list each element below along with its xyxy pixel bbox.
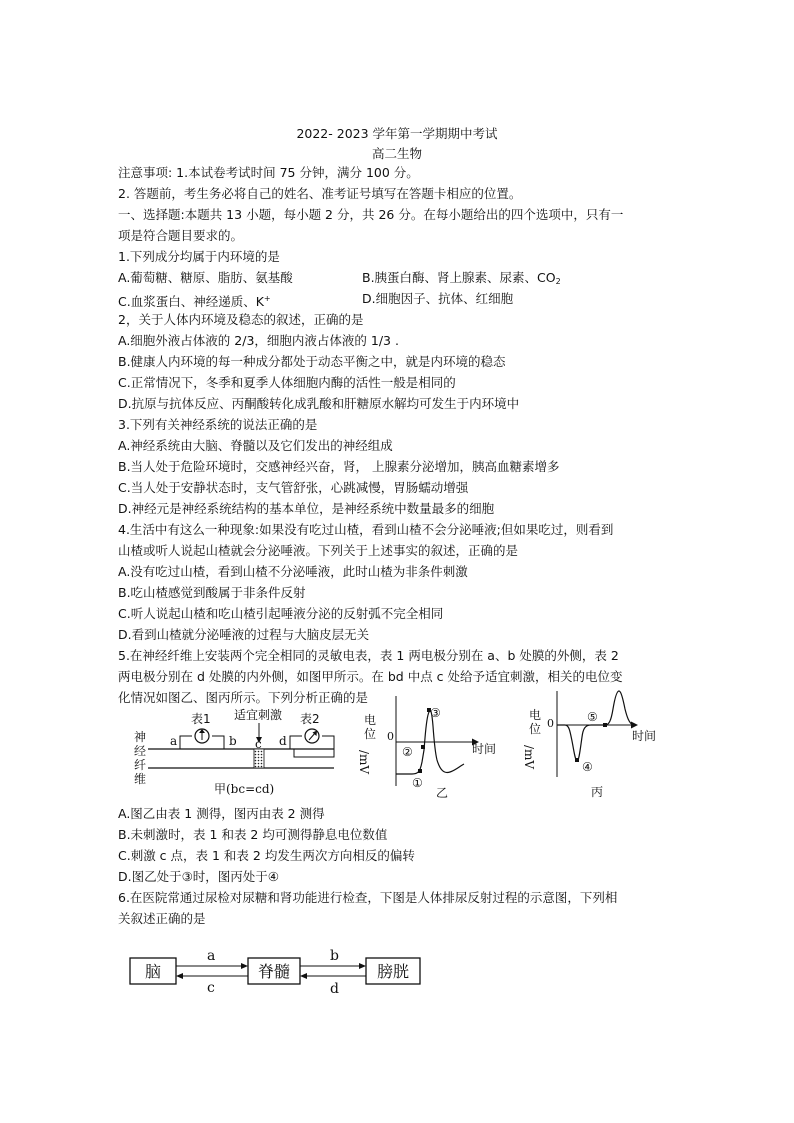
q2-stem: 2，关于人体内环境及稳态的叙述，正确的是 — [118, 312, 364, 327]
q4-option-b: B.吃山楂感觉到酸属于非条件反射 — [118, 585, 306, 600]
q2-option-d: D.抗原与抗体反应、丙酮酸转化成乳酸和肝糖原水解均可发生于内环境中 — [118, 396, 520, 411]
q2-option-a: A.细胞外液占体液的 2/3，细胞内液占体液的 1/3 . — [118, 333, 399, 348]
arrow-d-head-icon — [300, 973, 307, 979]
bing-label-5: ⑤ — [587, 710, 598, 724]
meter1-wire-left — [180, 736, 192, 749]
point-b-label: b — [229, 734, 237, 748]
section-instructions-1: 一、选择题:本题共 13 小题，每小题 2 分，共 26 分。在每小题给出的四个选项中，只有一 — [118, 207, 624, 222]
stimulus-label: 适宜刺激 — [234, 708, 283, 722]
meter2-label: 表2 — [300, 712, 320, 726]
nerve-label-3: 维 — [134, 772, 147, 786]
q5-stem-3: 化情况如图乙、图丙所示。下列分析正确的是 — [118, 690, 369, 705]
yi-ylabel-0: 电 — [364, 713, 377, 727]
q3-option-c: C.当人处于安静状态时，支气管舒张，心跳减慢，胃肠蠕动增强 — [118, 480, 469, 495]
q3-option-b: B.当人处于危险环境时，交感神经兴奋，肾， 上腺素分泌增加，胰高血糖素增多 — [118, 459, 560, 474]
figure-yi — [357, 690, 510, 800]
section-instructions-2: 项是符合题目要求的。 — [118, 228, 244, 243]
bing-potential-curve — [557, 691, 633, 761]
q4-stem-1: 4.生活中有这么一种现象:如果没有吃过山楂，看到山楂不会分泌唾液;但如果吃过，则看到 — [118, 522, 614, 537]
q1-option-b-text: B.胰蛋白酶、肾上腺素、尿素、CO — [362, 270, 556, 285]
bing-origin: 0 — [547, 717, 554, 730]
label-b: b — [330, 948, 339, 964]
figure-jia — [128, 705, 342, 800]
q5-option-d: D.图乙处于③时，图丙处于④ — [118, 869, 280, 884]
yi-marker-2 — [421, 745, 425, 749]
bing-ylabel-2: /mV — [522, 745, 536, 770]
label-bladder: 膀胱 — [376, 962, 410, 981]
q3-stem: 3.下列有关神经系统的说法正确的是 — [118, 417, 318, 432]
yi-ylabel-2: /mV — [357, 750, 371, 775]
yi-marker-1 — [418, 769, 422, 773]
q5-option-a: A.图乙由表 1 测得，图丙由表 2 测得 — [118, 806, 325, 821]
q4-option-a: A.没有吃过山楂，看到山楂不分泌唾液，此时山楂为非条件刺激 — [118, 564, 468, 579]
bing-ylabel-1: 位 — [529, 722, 542, 736]
q5-stem-1: 5.在神经纤维上安装两个完全相同的灵敏电表，表 1 两电极分别在 a、b 处膜的外侧，表 2 — [118, 648, 619, 663]
q1-option-c-text: C.血浆蛋白、神经递质、K — [118, 294, 264, 309]
label-d: d — [330, 981, 339, 997]
nerve-label-2: 纤 — [134, 758, 147, 772]
q5-stem-2: 两电极分别在 d 处膜的内外侧，如图甲所示。在 bd 中点 c 处给予适宜刺激，相关的电位变 — [118, 669, 623, 684]
figure-bing — [522, 685, 670, 800]
label-brain: 脑 — [144, 962, 162, 981]
q1-option-c — [118, 291, 271, 310]
bing-ylabel-0: 电 — [529, 708, 542, 722]
subject-title: 高二生物 — [371, 146, 422, 161]
q4-option-d: D.看到山楂就分泌唾液的过程与大脑皮层无关 — [118, 627, 370, 642]
nerve-label-0: 神 — [134, 730, 147, 744]
q4-option-c: C.听人说起山楂和吃山楂引起唾液分泌的反射弧不完全相同 — [118, 606, 444, 621]
yi-xlabel: 时间 — [472, 742, 497, 756]
q3-option-a: A.神经系统由大脑、脊髓以及它们发出的神经组成 — [118, 438, 393, 453]
stimulus-zone — [254, 749, 264, 768]
meter1-label: 表1 — [191, 712, 211, 726]
arrow-b-head-icon — [359, 963, 366, 969]
yi-label-2: ② — [402, 745, 413, 759]
yi-ylabel-1: 位 — [364, 727, 377, 741]
q5-option-c: C.刺激 c 点，表 1 和表 2 均发生两次方向相反的偏转 — [118, 848, 415, 863]
yi-origin: 0 — [387, 730, 394, 743]
q3-option-d: D.神经元是神经系统结构的基本单位，是神经系统中数量最多的细胞 — [118, 501, 495, 516]
notes-line-1: 注意事项: 1.本试卷考试时间 75 分钟，满分 100 分。 — [118, 165, 419, 180]
point-a-label: a — [170, 734, 178, 748]
q1-option-d: D.细胞因子、抗体、红细胞 — [362, 291, 514, 306]
q1-option-a: A.葡萄糖、糖原、脂肪、氨基酸 — [118, 270, 293, 285]
yi-label-1: ① — [412, 776, 423, 790]
bing-caption: 丙 — [591, 785, 604, 799]
notes-line-2: 2. 答题前，考生务必将自己的姓名、准考证号填写在答题卡相应的位置。 — [118, 186, 522, 201]
label-a: a — [207, 948, 216, 964]
figure-jia-caption: 甲(bc=cd) — [214, 782, 275, 796]
point-c-label: c — [255, 737, 262, 751]
q4-stem-2: 山楂或听人说起山楂就会分泌唾液。下列关于上述事实的叙述，正确的是 — [118, 543, 519, 558]
label-spinal-cord: 脊髓 — [257, 962, 291, 981]
yi-caption: 乙 — [436, 786, 449, 800]
q5-option-b: B.未刺激时，表 1 和表 2 均可测得静息电位数值 — [118, 827, 388, 842]
q2-option-c: C.正常情况下，冬季和夏季人体细胞内酶的活性一般是相同的 — [118, 375, 456, 390]
nerve-label-1: 经 — [134, 744, 147, 758]
q6-stem-1: 6.在医院常通过尿检对尿糖和肾功能进行检查，下图是人体排尿反射过程的示意图，下列相 — [118, 890, 618, 905]
bing-label-4: ④ — [582, 760, 593, 774]
q1-stem: 1.下列成分均属于内环境的是 — [118, 249, 280, 264]
exam-title: 2022- 2023 学年第一学期期中考试 — [296, 126, 498, 141]
q6-stem-2: 关叙述正确的是 — [118, 911, 206, 926]
q1-option-c-sup: + — [263, 294, 271, 303]
meter1-wire-right — [212, 736, 224, 749]
q1-option-b — [362, 270, 561, 290]
bing-marker-4 — [575, 758, 579, 762]
yi-label-3: ③ — [430, 706, 441, 720]
label-c: c — [207, 980, 215, 996]
point-d-label: d — [279, 734, 287, 748]
q2-option-b: B.健康人内环境的每一种成分都处于动态平衡之中，就是内环境的稳态 — [118, 354, 506, 369]
bing-marker-5 — [603, 723, 607, 727]
arrow-c-head-icon — [176, 973, 183, 979]
bing-xlabel: 时间 — [632, 729, 657, 743]
meter2-wire-outer — [290, 736, 302, 749]
figure-reflex — [125, 945, 425, 1000]
arrow-a-head-icon — [241, 963, 248, 969]
q1-option-b-sub: 2 — [555, 277, 561, 286]
